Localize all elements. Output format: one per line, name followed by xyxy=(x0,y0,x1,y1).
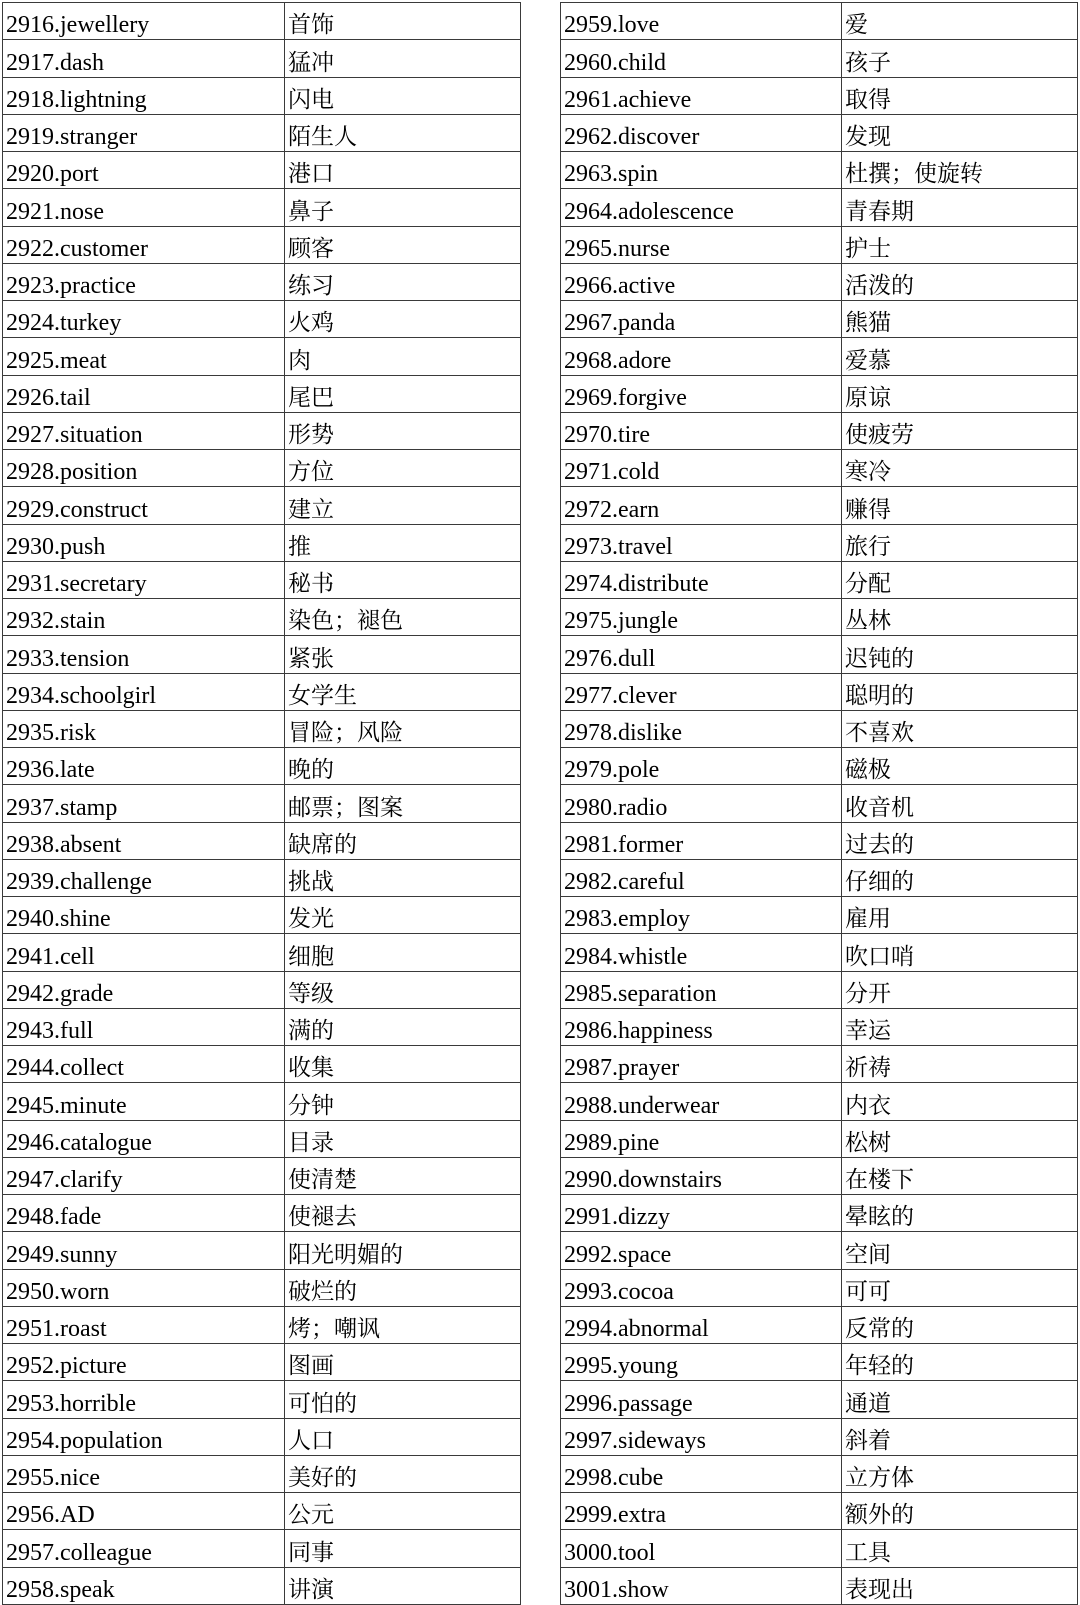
vocab-word: 2962.discover xyxy=(561,114,842,151)
table-row xyxy=(561,1083,1078,1120)
vocab-word: 2971.cold xyxy=(561,450,842,487)
vocab-meaning: 满的 xyxy=(285,1008,521,1045)
table-row xyxy=(3,636,521,673)
vocab-meaning: 反常的 xyxy=(842,1306,1078,1343)
vocab-meaning: 斜着 xyxy=(842,1418,1078,1455)
table-row xyxy=(561,934,1078,971)
vocab-word: 2977.clever xyxy=(561,673,842,710)
table-row xyxy=(3,785,521,822)
vocab-meaning: 晚的 xyxy=(285,748,521,785)
vocab-word: 2950.worn xyxy=(3,1269,285,1306)
table-row xyxy=(561,1455,1078,1492)
table-row xyxy=(3,1120,521,1157)
table-row xyxy=(3,114,521,151)
vocab-word: 2941.cell xyxy=(3,934,285,971)
vocab-word: 2984.whistle xyxy=(561,934,842,971)
vocab-word: 2921.nose xyxy=(3,189,285,226)
vocab-meaning: 分开 xyxy=(842,971,1078,1008)
vocab-word: 2919.stranger xyxy=(3,114,285,151)
table-row xyxy=(3,1306,521,1343)
vocab-word: 2917.dash xyxy=(3,40,285,77)
vocab-meaning: 女学生 xyxy=(285,673,521,710)
table-row xyxy=(561,710,1078,747)
vocab-meaning: 额外的 xyxy=(842,1493,1078,1530)
table-row xyxy=(561,40,1078,77)
table-row xyxy=(561,338,1078,375)
vocab-meaning: 发光 xyxy=(285,897,521,934)
table-row xyxy=(561,3,1078,40)
vocab-meaning: 方位 xyxy=(285,450,521,487)
vocab-word: 2981.former xyxy=(561,822,842,859)
table-row xyxy=(3,338,521,375)
table-row xyxy=(3,1046,521,1083)
vocab-meaning: 护士 xyxy=(842,226,1078,263)
table-row xyxy=(561,785,1078,822)
vocab-word: 2997.sideways xyxy=(561,1418,842,1455)
vocab-word: 2949.sunny xyxy=(3,1232,285,1269)
table-row xyxy=(561,487,1078,524)
vocab-word: 2989.pine xyxy=(561,1120,842,1157)
vocab-word: 2990.downstairs xyxy=(561,1157,842,1194)
vocab-meaning: 吹口哨 xyxy=(842,934,1078,971)
vocab-word: 2928.position xyxy=(3,450,285,487)
table-row xyxy=(561,375,1078,412)
table-row xyxy=(3,1008,521,1045)
vocab-meaning: 立方体 xyxy=(842,1455,1078,1492)
vocab-meaning: 烤；嘲讽 xyxy=(285,1306,521,1343)
vocab-word: 2947.clarify xyxy=(3,1157,285,1194)
vocab-meaning: 在楼下 xyxy=(842,1157,1078,1194)
vocab-meaning: 表现出 xyxy=(842,1567,1078,1604)
vocab-word: 2934.schoolgirl xyxy=(3,673,285,710)
table-row xyxy=(561,673,1078,710)
vocab-meaning: 可怕的 xyxy=(285,1381,521,1418)
vocab-word: 2968.adore xyxy=(561,338,842,375)
table-row xyxy=(3,1530,521,1567)
vocab-word: 2998.cube xyxy=(561,1455,842,1492)
vocab-meaning: 松树 xyxy=(842,1120,1078,1157)
vocab-meaning: 祈祷 xyxy=(842,1046,1078,1083)
table-row xyxy=(3,934,521,971)
table-row xyxy=(3,375,521,412)
vocab-word: 2982.careful xyxy=(561,859,842,896)
table-row xyxy=(561,1157,1078,1194)
vocab-meaning: 取得 xyxy=(842,77,1078,114)
table-row xyxy=(561,636,1078,673)
vocab-word: 2995.young xyxy=(561,1344,842,1381)
vocab-meaning: 港口 xyxy=(285,152,521,189)
table-row xyxy=(561,1418,1078,1455)
vocab-word: 2955.nice xyxy=(3,1455,285,1492)
vocab-word: 2970.tire xyxy=(561,412,842,449)
table-row xyxy=(3,1418,521,1455)
vocab-word: 3001.show xyxy=(561,1567,842,1604)
vocab-word: 2925.meat xyxy=(3,338,285,375)
vocab-word: 2974.distribute xyxy=(561,561,842,598)
vocab-word: 2986.happiness xyxy=(561,1008,842,1045)
vocab-word: 2958.speak xyxy=(3,1567,285,1604)
vocab-word: 2936.late xyxy=(3,748,285,785)
table-row xyxy=(561,1381,1078,1418)
table-row xyxy=(3,822,521,859)
vocab-word: 2953.horrible xyxy=(3,1381,285,1418)
table-row xyxy=(3,301,521,338)
vocab-word: 2975.jungle xyxy=(561,599,842,636)
table-row xyxy=(561,1567,1078,1604)
vocab-table-right-body xyxy=(561,3,1078,1605)
vocab-meaning: 过去的 xyxy=(842,822,1078,859)
table-row xyxy=(3,77,521,114)
vocab-meaning: 细胞 xyxy=(285,934,521,971)
vocab-word: 2964.adolescence xyxy=(561,189,842,226)
vocab-word: 2985.separation xyxy=(561,971,842,1008)
table-row xyxy=(561,412,1078,449)
vocab-meaning: 工具 xyxy=(842,1530,1078,1567)
table-row xyxy=(3,487,521,524)
vocab-meaning: 赚得 xyxy=(842,487,1078,524)
vocab-word: 2954.population xyxy=(3,1418,285,1455)
vocab-word: 2929.construct xyxy=(3,487,285,524)
table-row xyxy=(3,226,521,263)
vocab-meaning: 聪明的 xyxy=(842,673,1078,710)
table-row xyxy=(3,599,521,636)
table-row xyxy=(561,599,1078,636)
vocab-meaning: 杜撰；使旋转 xyxy=(842,152,1078,189)
vocab-meaning: 爱 xyxy=(842,3,1078,40)
vocab-meaning: 分钟 xyxy=(285,1083,521,1120)
vocab-word: 2926.tail xyxy=(3,375,285,412)
table-row xyxy=(561,897,1078,934)
vocab-meaning: 练习 xyxy=(285,263,521,300)
vocab-word: 2937.stamp xyxy=(3,785,285,822)
vocab-word: 2972.earn xyxy=(561,487,842,524)
vocab-meaning: 陌生人 xyxy=(285,114,521,151)
vocab-meaning: 使疲劳 xyxy=(842,412,1078,449)
vocab-meaning: 内衣 xyxy=(842,1083,1078,1120)
vocab-word: 2918.lightning xyxy=(3,77,285,114)
table-row xyxy=(561,450,1078,487)
table-row xyxy=(3,1455,521,1492)
vocab-word: 2942.grade xyxy=(3,971,285,1008)
vocab-meaning: 鼻子 xyxy=(285,189,521,226)
vocab-word: 2945.minute xyxy=(3,1083,285,1120)
table-row xyxy=(3,897,521,934)
table-row xyxy=(3,971,521,1008)
table-row xyxy=(561,524,1078,561)
vocab-word: 2916.jewellery xyxy=(3,3,285,40)
vocab-word: 2969.forgive xyxy=(561,375,842,412)
vocab-meaning: 迟钝的 xyxy=(842,636,1078,673)
vocab-word: 2980.radio xyxy=(561,785,842,822)
vocab-word: 2973.travel xyxy=(561,524,842,561)
vocab-meaning: 冒险；风险 xyxy=(285,710,521,747)
vocab-meaning: 秘书 xyxy=(285,561,521,598)
table-row xyxy=(561,1344,1078,1381)
vocab-word: 2988.underwear xyxy=(561,1083,842,1120)
table-row xyxy=(3,40,521,77)
vocab-word: 2983.employ xyxy=(561,897,842,934)
table-row xyxy=(561,1195,1078,1232)
vocab-meaning: 人口 xyxy=(285,1418,521,1455)
vocab-meaning: 雇用 xyxy=(842,897,1078,934)
table-row xyxy=(3,1381,521,1418)
table-row xyxy=(561,1232,1078,1269)
table-row xyxy=(561,1530,1078,1567)
vocab-word: 2948.fade xyxy=(3,1195,285,1232)
vocab-meaning: 破烂的 xyxy=(285,1269,521,1306)
vocab-meaning: 紧张 xyxy=(285,636,521,673)
vocab-meaning: 染色；褪色 xyxy=(285,599,521,636)
vocab-word: 2976.dull xyxy=(561,636,842,673)
table-row xyxy=(561,226,1078,263)
vocab-meaning: 可可 xyxy=(842,1269,1078,1306)
vocab-meaning: 挑战 xyxy=(285,859,521,896)
table-row xyxy=(3,1344,521,1381)
vocab-meaning: 顾客 xyxy=(285,226,521,263)
table-row xyxy=(561,301,1078,338)
vocab-meaning: 晕眩的 xyxy=(842,1195,1078,1232)
vocab-meaning: 邮票；图案 xyxy=(285,785,521,822)
vocab-meaning: 仔细的 xyxy=(842,859,1078,896)
vocab-word: 2930.push xyxy=(3,524,285,561)
table-row xyxy=(561,152,1078,189)
vocab-meaning: 年轻的 xyxy=(842,1344,1078,1381)
table-row xyxy=(561,561,1078,598)
vocab-meaning: 原谅 xyxy=(842,375,1078,412)
vocab-meaning: 磁极 xyxy=(842,748,1078,785)
vocab-meaning: 不喜欢 xyxy=(842,710,1078,747)
table-row xyxy=(3,1157,521,1194)
vocab-word: 2951.roast xyxy=(3,1306,285,1343)
vocab-meaning: 同事 xyxy=(285,1530,521,1567)
vocab-meaning: 收音机 xyxy=(842,785,1078,822)
vocab-word: 2946.catalogue xyxy=(3,1120,285,1157)
vocab-table-right xyxy=(560,2,1078,1605)
vocab-word: 2963.spin xyxy=(561,152,842,189)
vocab-word: 2999.extra xyxy=(561,1493,842,1530)
vocab-word: 2922.customer xyxy=(3,226,285,263)
vocab-meaning: 建立 xyxy=(285,487,521,524)
table-row xyxy=(561,1008,1078,1045)
table-row xyxy=(3,450,521,487)
vocab-meaning: 火鸡 xyxy=(285,301,521,338)
vocab-meaning: 使褪去 xyxy=(285,1195,521,1232)
vocab-word: 2959.love xyxy=(561,3,842,40)
vocab-word: 2952.picture xyxy=(3,1344,285,1381)
vocab-meaning: 猛冲 xyxy=(285,40,521,77)
vocab-meaning: 青春期 xyxy=(842,189,1078,226)
vocab-word: 2935.risk xyxy=(3,710,285,747)
table-row xyxy=(3,859,521,896)
vocab-word: 2931.secretary xyxy=(3,561,285,598)
table-row xyxy=(3,189,521,226)
table-row xyxy=(561,748,1078,785)
vocab-meaning: 公元 xyxy=(285,1493,521,1530)
vocab-word: 2996.passage xyxy=(561,1381,842,1418)
vocab-word: 2991.dizzy xyxy=(561,1195,842,1232)
table-row xyxy=(561,859,1078,896)
vocab-meaning: 美好的 xyxy=(285,1455,521,1492)
vocab-word: 2967.panda xyxy=(561,301,842,338)
vocab-meaning: 丛林 xyxy=(842,599,1078,636)
table-row xyxy=(561,822,1078,859)
table-row xyxy=(3,524,521,561)
table-row xyxy=(561,1493,1078,1530)
vocab-meaning: 形势 xyxy=(285,412,521,449)
vocab-word: 2965.nurse xyxy=(561,226,842,263)
vocab-word: 2924.turkey xyxy=(3,301,285,338)
vocab-meaning: 使清楚 xyxy=(285,1157,521,1194)
vocab-word: 2987.prayer xyxy=(561,1046,842,1083)
vocab-word: 2993.cocoa xyxy=(561,1269,842,1306)
vocab-meaning: 推 xyxy=(285,524,521,561)
vocab-meaning: 首饰 xyxy=(285,3,521,40)
table-row xyxy=(561,1120,1078,1157)
table-row xyxy=(561,114,1078,151)
table-row xyxy=(3,412,521,449)
table-row xyxy=(3,1567,521,1604)
table-row xyxy=(3,1195,521,1232)
vocab-meaning: 熊猫 xyxy=(842,301,1078,338)
vocab-word: 2944.collect xyxy=(3,1046,285,1083)
table-row xyxy=(3,263,521,300)
vocab-meaning: 图画 xyxy=(285,1344,521,1381)
table-row xyxy=(561,77,1078,114)
vocab-word: 2933.tension xyxy=(3,636,285,673)
vocab-word: 2940.shine xyxy=(3,897,285,934)
vocab-meaning: 缺席的 xyxy=(285,822,521,859)
table-row xyxy=(561,1046,1078,1083)
table-row xyxy=(3,152,521,189)
vocab-word: 2939.challenge xyxy=(3,859,285,896)
table-row xyxy=(561,189,1078,226)
vocab-meaning: 肉 xyxy=(285,338,521,375)
vocab-word: 2960.child xyxy=(561,40,842,77)
vocab-meaning: 收集 xyxy=(285,1046,521,1083)
table-row xyxy=(3,1269,521,1306)
vocab-meaning: 阳光明媚的 xyxy=(285,1232,521,1269)
vocab-meaning: 爱慕 xyxy=(842,338,1078,375)
vocab-table-left xyxy=(2,2,521,1605)
vocab-table-left-body xyxy=(3,3,521,1605)
vocab-word: 2979.pole xyxy=(561,748,842,785)
vocab-word: 2923.practice xyxy=(3,263,285,300)
table-row xyxy=(561,1306,1078,1343)
table-row xyxy=(561,1269,1078,1306)
table-row xyxy=(561,971,1078,1008)
vocab-meaning: 尾巴 xyxy=(285,375,521,412)
vocab-meaning: 活泼的 xyxy=(842,263,1078,300)
table-row xyxy=(3,748,521,785)
vocab-word: 3000.tool xyxy=(561,1530,842,1567)
table-row xyxy=(3,710,521,747)
table-row xyxy=(3,3,521,40)
vocab-meaning: 分配 xyxy=(842,561,1078,598)
vocab-meaning: 旅行 xyxy=(842,524,1078,561)
table-row xyxy=(3,1083,521,1120)
vocab-word: 2961.achieve xyxy=(561,77,842,114)
vocab-word: 2938.absent xyxy=(3,822,285,859)
vocab-meaning: 孩子 xyxy=(842,40,1078,77)
vocab-word: 2956.AD xyxy=(3,1493,285,1530)
vocab-word: 2994.abnormal xyxy=(561,1306,842,1343)
vocab-word: 2957.colleague xyxy=(3,1530,285,1567)
vocab-word: 2920.port xyxy=(3,152,285,189)
vocab-meaning: 讲演 xyxy=(285,1567,521,1604)
vocab-meaning: 等级 xyxy=(285,971,521,1008)
vocab-meaning: 寒冷 xyxy=(842,450,1078,487)
vocab-word: 2966.active xyxy=(561,263,842,300)
vocab-word: 2932.stain xyxy=(3,599,285,636)
vocab-meaning: 发现 xyxy=(842,114,1078,151)
vocab-meaning: 目录 xyxy=(285,1120,521,1157)
table-row xyxy=(3,1493,521,1530)
vocab-meaning: 通道 xyxy=(842,1381,1078,1418)
table-row xyxy=(561,263,1078,300)
vocab-word: 2992.space xyxy=(561,1232,842,1269)
vocab-word: 2943.full xyxy=(3,1008,285,1045)
vocab-word: 2927.situation xyxy=(3,412,285,449)
table-row xyxy=(3,561,521,598)
table-row xyxy=(3,673,521,710)
vocab-meaning: 空间 xyxy=(842,1232,1078,1269)
vocab-word: 2978.dislike xyxy=(561,710,842,747)
vocab-meaning: 幸运 xyxy=(842,1008,1078,1045)
table-row xyxy=(3,1232,521,1269)
vocab-meaning: 闪电 xyxy=(285,77,521,114)
